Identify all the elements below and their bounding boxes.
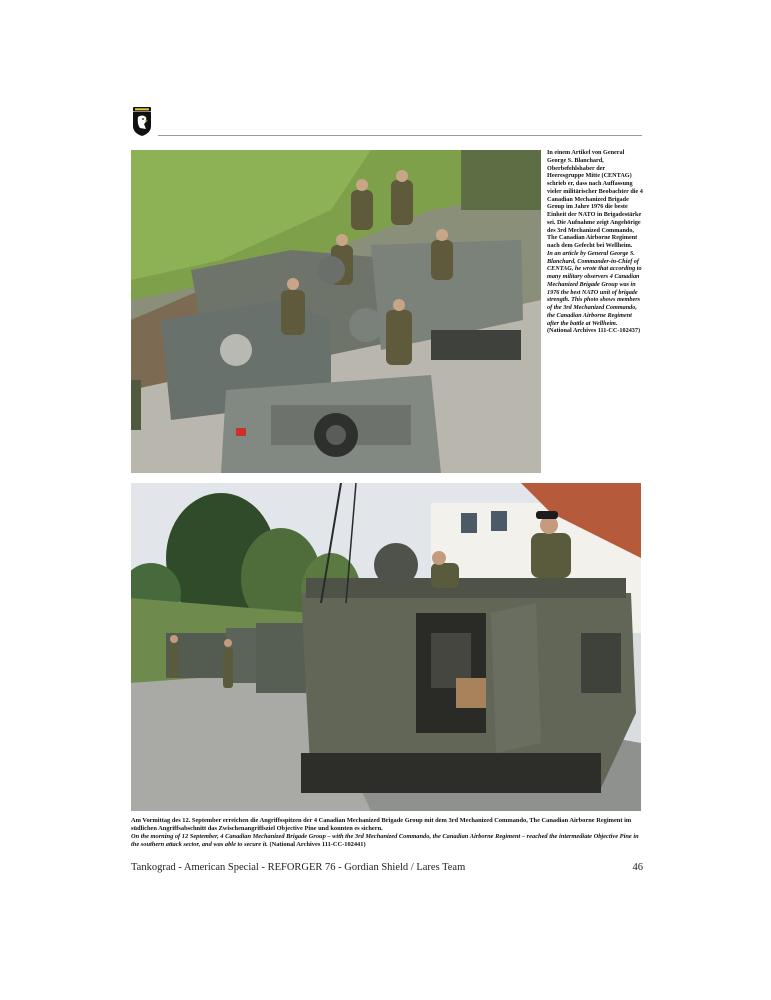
bottom-caption-credit: (National Archives 111-CC-102441) [269,840,366,848]
photo-apc-column-top [131,150,541,473]
publication-title: Tankograd - American Special - REFORGER 76 - Gordian Shield / Lares Team [131,862,466,873]
bottom-caption [131,817,643,849]
page-number: 46 [632,862,643,873]
bottom-caption-english: On the morning of 12 September, 4 Canadian Mechanized Brigade Group – with the 3rd Mechanized Commando, the Canadian Airborne Regiment – reached the intermediate Objective Pine in the southern attack sector, and was able to secure it. [131,832,639,848]
page-footer [131,862,643,873]
bottom-caption-german: Am Vormittag des 12. September erreichen die Angriffsspitzen der 4 Canadian Mechanized Brigade Group mit dem 3rd Mechanized Commando, The Canadian Airborne Regiment im südlichen Angriffsabschnitt das Zwischenangriffsziel Objective Pine und konnten es sichern. [131,817,632,832]
side-caption-english: In an article by General George S. Blanchard, Commander-in-Chief of CENTAG, he wrote that according to many military observers 4 Canadian Mechanized Brigade Group was in 1976 the best NATO unit of brigade strength. This photo shows members of the 3rd Mechanized Commando, the Canadian Airborne Regiment after the battle at Wellheim. [547,249,642,327]
side-caption [547,149,643,335]
photo-apc-column-road [131,483,641,811]
division-emblem-icon [131,106,153,136]
header-rule [158,135,642,136]
side-caption-credit: (National Archives 111-CC-102437) [547,327,641,335]
side-caption-german: In einem Artikel von General George S. Blanchard, Oberbefehlshaber der Heeresgruppe Mitte (CENTAG) schrieb er, dass nach Auffassung vieler militärischer Beobachter die 4 Canadian Mechanized Brigade Group im Jahre 1976 die beste Einheit der NATO in Brigadestärke sei. Die Aufnahme zeigt Angehörige des 3rd Mechanized Commando, The Canadian Airborne Regiment nach dem Gefecht bei Wellheim. [547,149,643,249]
